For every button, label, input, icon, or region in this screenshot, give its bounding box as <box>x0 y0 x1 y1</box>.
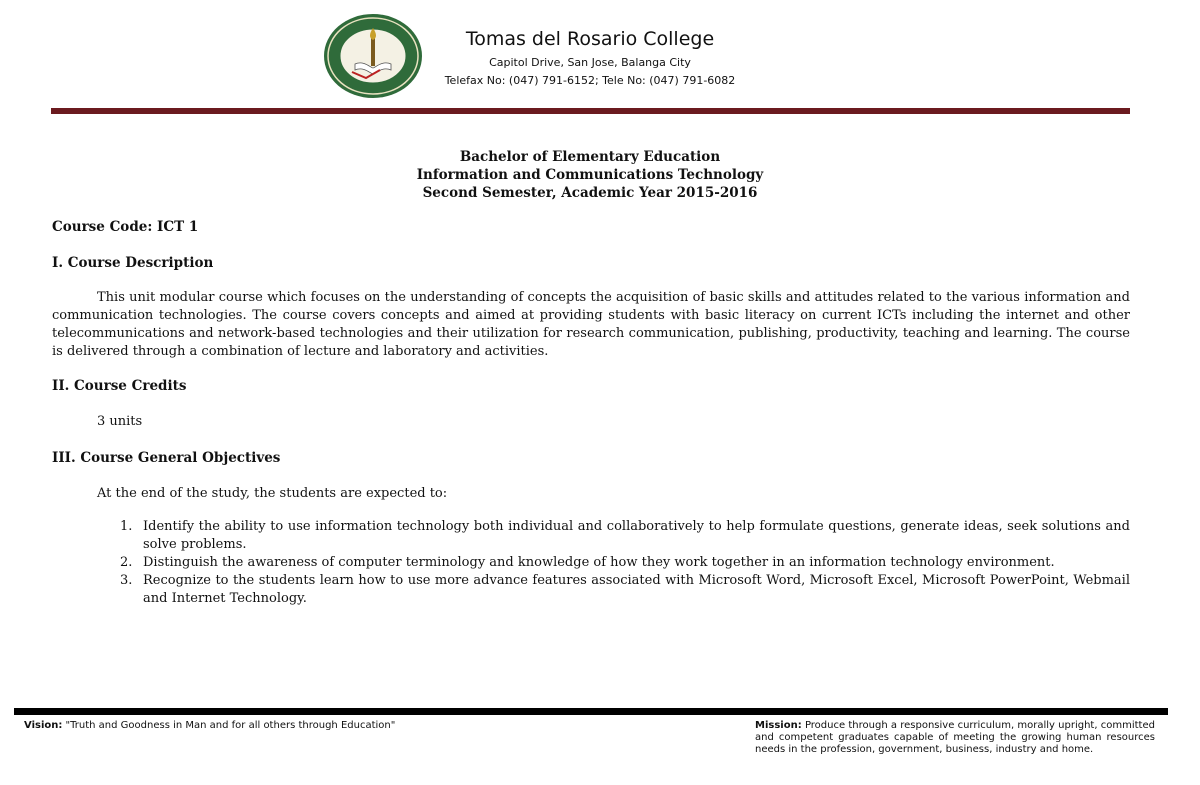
list-item-number: 2. <box>120 555 133 570</box>
vision-statement <box>24 720 524 732</box>
objectives-list <box>97 518 1130 608</box>
course-code: Course Code: ICT 1 <box>52 219 199 235</box>
college-address: Capitol Drive, San Jose, Balanga City <box>489 56 691 69</box>
list-item <box>97 518 1130 554</box>
mission-label: Mission: <box>755 720 802 731</box>
footer-divider <box>14 708 1168 715</box>
college-telephone: Telefax No: (047) 791-6152; Tele No: (047) 791-6082 <box>444 74 736 87</box>
syllabus-title <box>340 148 840 202</box>
list-item-text: Recognize to the students learn how to use more advance features associated with Microsoft Word, Microsoft Excel, Microsoft PowerPoint, Webmail and Internet Technology. <box>143 573 1130 606</box>
objectives-intro: At the end of the study, the students are expected to: <box>97 486 448 501</box>
list-item-text: Distinguish the awareness of computer terminology and knowledge of how they work together in an information technology environment. <box>143 555 1055 570</box>
credits-heading: II. Course Credits <box>52 378 187 394</box>
list-item-text: Identify the ability to use information technology both individual and collaboratively to help formulate questions, generate ideas, seek solutions and solve problems. <box>143 519 1130 552</box>
vision-label: Vision: <box>24 720 63 731</box>
header-divider <box>51 108 1130 114</box>
list-item-number: 3. <box>120 573 133 588</box>
college-name: Tomas del Rosario College <box>465 28 715 50</box>
mission-statement <box>755 720 1155 756</box>
vision-text: "Truth and Goodness in Man and for all others through Education" <box>65 720 396 731</box>
credits-value: 3 units <box>97 414 143 429</box>
list-item <box>97 554 1130 572</box>
description-text: This unit modular course which focuses on the understanding of concepts the acquisition of basic skills and attitudes related to the various information and communication technologies. The course covers concepts and aimed at providing students with basic literacy on current ICTs including the internet and other telecommunications and network-based technologies and their utilization for research communication, publishing, productivity, teaching and learning. The course is delivered through a combination of lecture and laboratory and activities. <box>52 290 1130 359</box>
list-item <box>97 572 1130 608</box>
letterhead <box>0 0 1200 120</box>
program-title: Bachelor of Elementary Education <box>459 149 721 165</box>
description-heading: I. Course Description <box>52 255 214 271</box>
semester-title: Second Semester, Academic Year 2015-2016 <box>422 185 758 201</box>
list-item-number: 1. <box>120 519 133 534</box>
course-title: Information and Communications Technology <box>416 167 764 183</box>
mission-text: Produce through a responsive curriculum, morally upright, committed and competent graduates capable of meeting the growing human resources needs in the profession, government, business, industry and home. <box>755 720 1155 755</box>
objectives-heading: III. Course General Objectives <box>52 450 281 466</box>
